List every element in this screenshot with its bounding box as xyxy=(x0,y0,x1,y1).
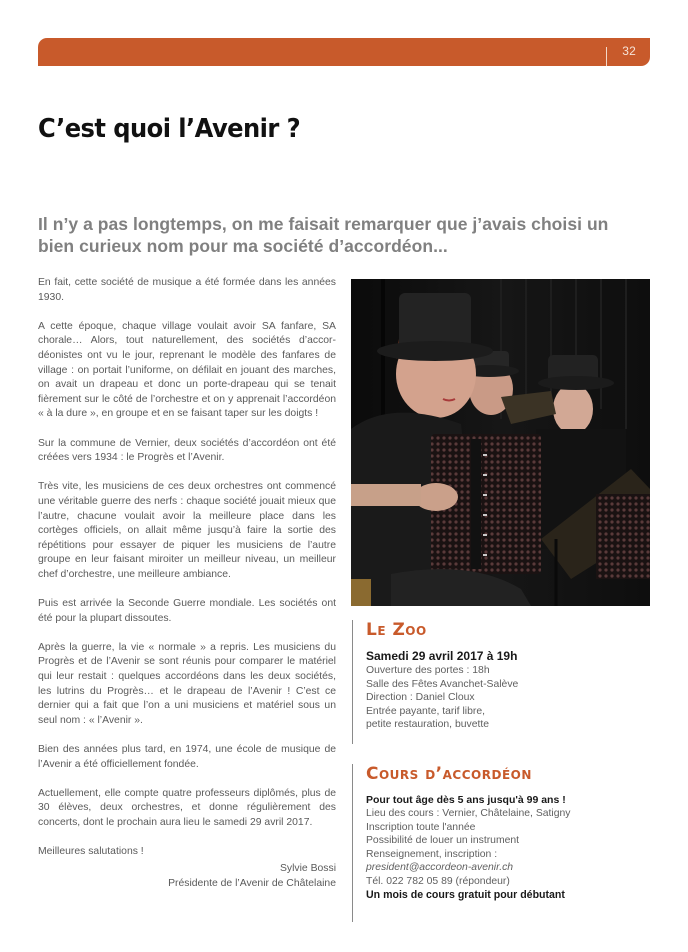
event-detail-line: Salle des Fêtes Avanchet-Salève xyxy=(366,678,519,690)
courses-title: Cours d’accordéon xyxy=(366,764,532,784)
paragraph: Sur la commune de Vernier, deux sociétés d’accordéon ont été créées vers 1934 : le Progrès et l’Avenir. xyxy=(38,437,336,464)
paragraph: Actuellement, elle compte quatre professeurs diplômés, plus de 30 élèves, deux orchestres, et donne régulièrement des concerts, dont le prochain aura lieu le samedi 29 avril 2017. xyxy=(38,787,336,828)
page-number: 32 xyxy=(622,44,636,58)
page-title: C’est quoi l’Avenir ? xyxy=(38,114,301,144)
article-intro: Il n’y a pas longtemps, on me faisait remarquer que j’avais choisi un bien curieux nom pour ma société d’accordéon... xyxy=(38,214,609,256)
event-detail-line: Ouverture des portes : 18h xyxy=(366,665,490,676)
courses-detail-line: Possibilité de louer un instrument xyxy=(366,835,520,847)
paragraph: En fait, cette société de musique a été formée dans les années 1930. xyxy=(38,277,336,303)
event-detail-line: petite restauration, buvette xyxy=(366,719,490,731)
event-detail-line: Entrée payante, tarif libre, xyxy=(366,705,485,717)
page-number-divider xyxy=(606,47,607,66)
courses-lead: Pour tout âge dès 5 ans jusqu'à 99 ans ! xyxy=(366,794,566,806)
courses-detail-line: Lieu des cours : Vernier, Châtelaine, Satigny xyxy=(366,808,571,819)
courses-detail-line: Inscription toute l'année xyxy=(366,821,476,833)
header-bar xyxy=(38,38,650,66)
event-detail-line: Direction : Daniel Cloux xyxy=(366,692,475,704)
courses-email-link[interactable]: president@accordeon-avenir.ch xyxy=(366,862,514,874)
signature-name: Sylvie Bossi xyxy=(279,863,336,874)
event-title: Le Zoo xyxy=(366,620,427,640)
signature-role: Présidente de l’Avenir de Châtelaine xyxy=(168,877,336,889)
paragraph: Puis est arrivée la Seconde Guerre mondiale. Les sociétés ont été pour la plupart dissoutes. xyxy=(38,598,336,624)
paragraph: A cette époque, chaque village voulait avoir SA fanfare, SA chorale… Alors, tout naturellement, des sociétés d’accordéonistes ont vu le jour, reprenant le modèle des fanfares de village : on portait l’uniforme, on défilait en jouant des marches, on avait un drapeau et donc un porte-drapeau qui se tenait fièrement sur le côté de l’orchestre et on y apprenait l’accordéon « à la dure », en groupe et en se faisant taper sur les doigts ! xyxy=(38,320,336,420)
photo-illustration xyxy=(351,279,650,606)
courses-detail-line: Renseignement, inscription : xyxy=(366,848,498,860)
paragraph: Très vite, les musiciens de ces deux orchestres ont commencé une véritable guerre des nerfs : chaque société jouait mieux que l’autre, chacune voulait avoir la meilleure place dans les cortèges officiels, on allait même jusqu’à faire la sortie des répétitions pour essayer de piquer les musiciens de l’autre groupe en leur faisant miroiter un meilleur niveau, un meilleur chef d’orchestre, une meilleure ambiance. xyxy=(38,481,336,580)
courses-phone: Tél. 022 782 05 89 (répondeur) xyxy=(366,875,510,887)
courses-info-block xyxy=(352,764,570,922)
event-info-block xyxy=(352,620,518,744)
paragraph: Après la guerre, la vie « normale » a repris. Les musiciens du Progrès et de l’Avenir se sont réunis pour comparer le matériel qui leur restait : quelques accordéons dans les deux sociétés, les lutrins du Progrès… et le drapeau de l’Avenir ! C’est ce dernier qui a fait que l’on a uni musiciens et matériel sous un seul nom : « l’Avenir ». xyxy=(38,641,336,726)
paragraph: Meilleures salutations ! xyxy=(38,846,144,858)
paragraph: Bien des années plus tard, en 1974, une école de musique de l’Avenir a été officiellement fondée. xyxy=(38,744,336,770)
accordion-players-photo xyxy=(351,279,650,606)
courses-offer: Un mois de cours gratuit pour débutant xyxy=(366,888,565,901)
event-date: Samedi 29 avril 2017 à 19h xyxy=(366,649,518,663)
signature xyxy=(38,862,336,891)
article-body xyxy=(38,276,336,874)
